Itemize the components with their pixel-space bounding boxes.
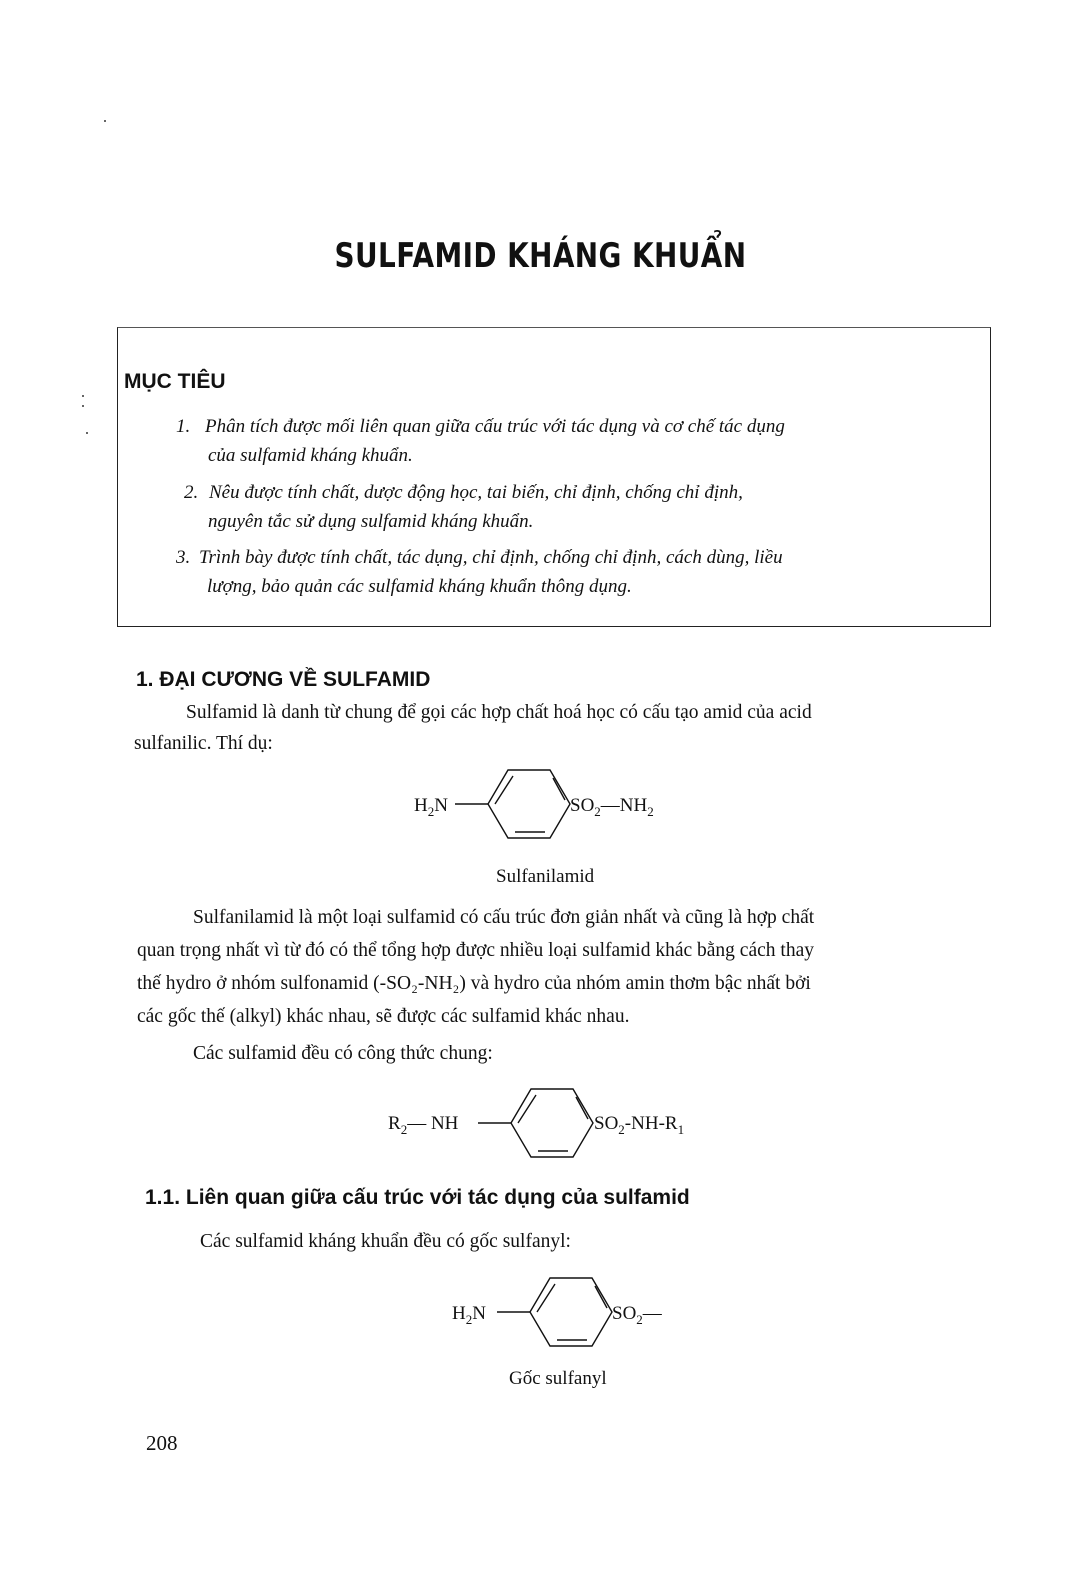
objective-text: của sulfamid kháng khuẩn. <box>208 445 413 466</box>
objectives-heading: MỤC TIÊU <box>124 370 226 393</box>
page-number: 208 <box>146 1431 178 1455</box>
scan-speck <box>82 395 84 397</box>
objective-number: 2. <box>184 482 199 503</box>
scan-speck <box>82 405 84 407</box>
objective-text: Phân tích được mối liên quan giữa cấu trúc với tác dụng và cơ chế tác dụng <box>205 416 785 437</box>
paragraph-line: Sulfamid là danh từ chung để gọi các hợp chất hoá học có cấu tạo amid của acid <box>186 702 812 723</box>
structure-right-group: $SO_2—$ <box>612 1303 662 1327</box>
structure-left-group: $H_2N$ <box>414 795 448 819</box>
paragraph-line: các gốc thế (alkyl) khác nhau, sẽ được các sulfamid khác nhau. <box>137 1006 630 1027</box>
objective-number: 1. <box>176 416 191 437</box>
objective-text: lượng, bảo quản các sulfamid kháng khuẩn thông dụng. <box>207 576 632 597</box>
structure-left-group: $H_2N$ <box>452 1303 486 1327</box>
paragraph-line: quan trọng nhất vì từ đó có thể tổng hợp được nhiều loại sulfamid khác bằng cách thay <box>137 940 814 961</box>
structure-caption: Sulfanilamid <box>496 866 595 887</box>
objective-text: nguyên tắc sử dụng sulfamid kháng khuẩn. <box>208 511 534 532</box>
benzene-ring-icon <box>478 1083 613 1163</box>
page-title: SULFAMID KHÁNG KHUẨN <box>334 236 747 276</box>
paragraph-line: sulfanilic. Thí dụ: <box>134 733 273 754</box>
structure-caption: Gốc sulfanyl <box>509 1368 607 1389</box>
paragraph-line: thế hydro ở nhóm sulfonamid (-SO₂-NH₂) và hydro của nhóm amin thơm bậc nhất bởi <box>137 973 811 994</box>
scan-speck <box>104 120 106 122</box>
paragraph-line: Sulfanilamid là một loại sulfamid có cấu trúc đơn giản nhất và cũng là hợp chất <box>193 907 815 928</box>
objective-number: 3. <box>176 547 191 568</box>
objective-text: Nêu được tính chất, dược động học, tai biến, chỉ định, chống chỉ định, <box>209 482 743 503</box>
subsection-heading: 1.1. Liên quan giữa cấu trúc với tác dụng của sulfamid <box>145 1186 690 1209</box>
structure-right-group: $SO_2—NH_2$ <box>570 795 654 819</box>
paragraph-line: Các sulfamid kháng khuẩn đều có gốc sulfanyl: <box>200 1231 571 1252</box>
section-heading: 1. ĐẠI CƯƠNG VỀ SULFAMID <box>136 668 431 691</box>
objective-text: Trình bày được tính chất, tác dụng, chỉ định, chống chỉ định, cách dùng, liều <box>199 547 783 568</box>
scan-speck <box>86 432 88 434</box>
paragraph-line: Các sulfamid đều có công thức chung: <box>193 1043 493 1064</box>
structure-right-group: $SO_2-NH-R_1$ <box>594 1113 685 1137</box>
structure-left-group: $R_2—$ NH <box>388 1113 459 1137</box>
